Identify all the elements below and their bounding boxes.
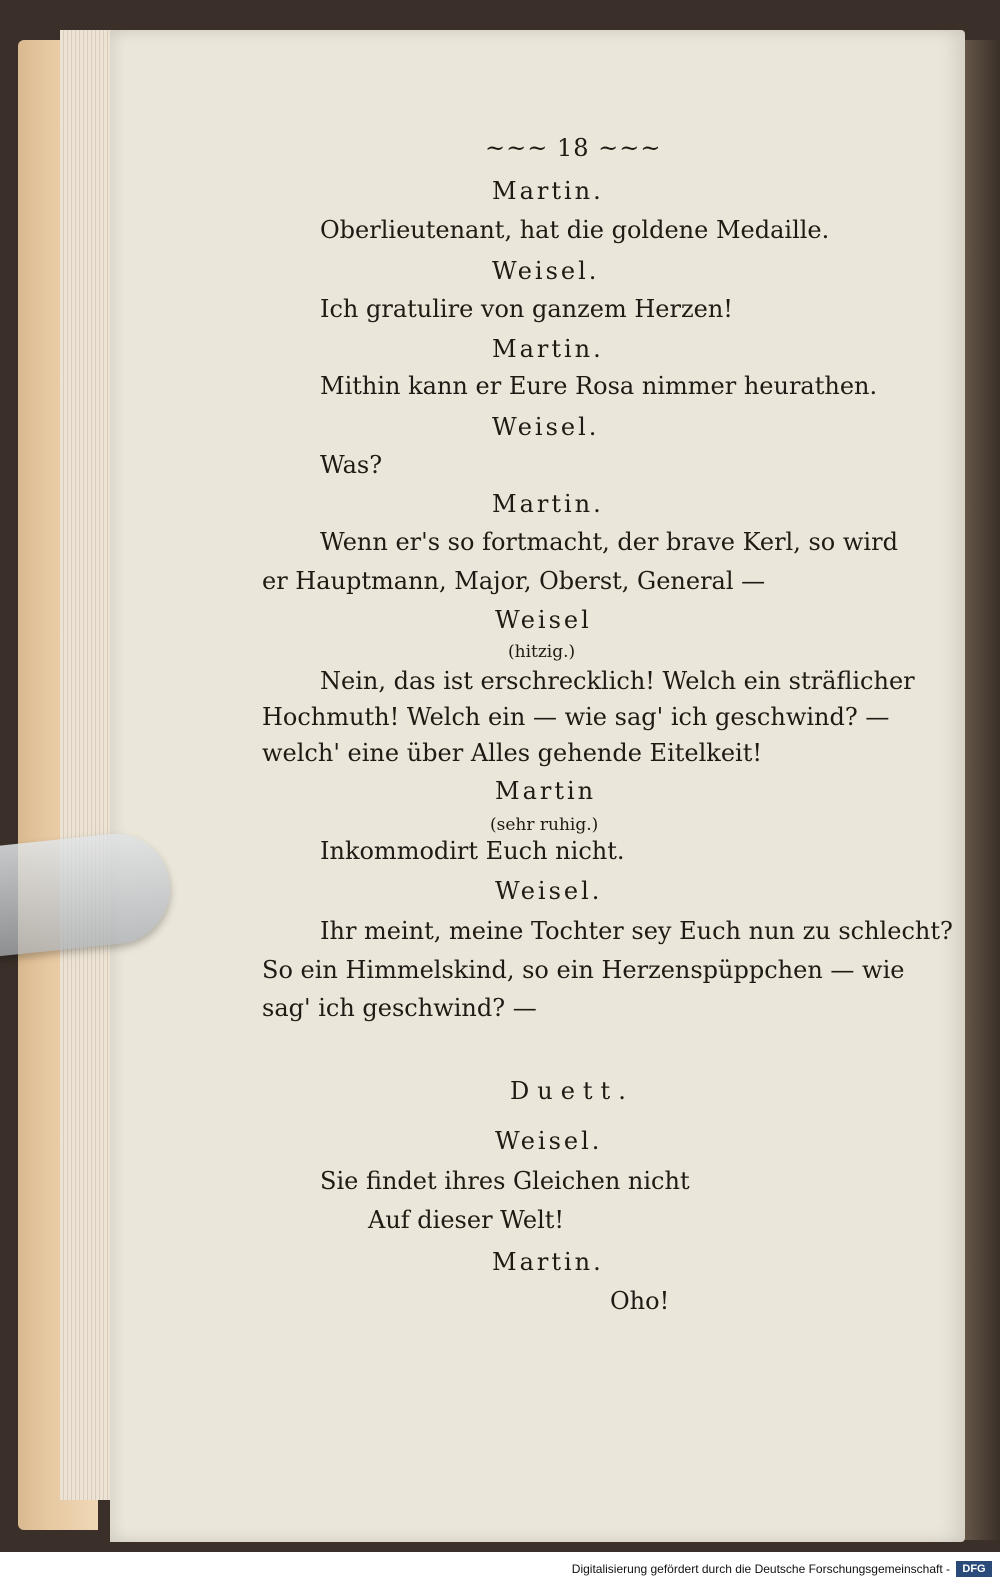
dialogue-line: Nein, das ist erschrecklich! Welch ein sträflicher xyxy=(320,667,915,695)
speaker-label: Weisel. xyxy=(495,877,603,905)
dialogue-line: Ihr meint, meine Tochter sey Euch nun zu schlecht? xyxy=(320,917,953,945)
book-page xyxy=(110,30,965,1542)
speaker-label: Weisel. xyxy=(492,257,600,285)
dialogue-line: welch' eine über Alles gehende Eitelkeit! xyxy=(262,739,762,767)
footer-bar xyxy=(0,1552,1000,1590)
dialogue-line: Oberlieutenant, hat die goldene Medaille. xyxy=(320,216,830,244)
speaker-label: Martin. xyxy=(492,177,604,205)
speaker-label: Weisel xyxy=(495,606,592,634)
section-heading: Duett. xyxy=(510,1077,634,1105)
page-stack-edge xyxy=(60,30,116,1500)
verse-line: Sie findet ihres Gleichen nicht xyxy=(320,1167,690,1195)
dialogue-line: sag' ich geschwind? — xyxy=(262,994,537,1022)
verse-line: Auf dieser Welt! xyxy=(368,1206,565,1234)
ornament-right: ~~~ xyxy=(598,134,662,162)
dialogue-line: Hochmuth! Welch ein — wie sag' ich geschwind? — xyxy=(262,703,890,731)
speaker-label: Martin. xyxy=(492,490,604,518)
page-number-line xyxy=(485,133,661,163)
speaker-label: Weisel. xyxy=(492,413,600,441)
dialogue-line: Was? xyxy=(320,451,383,479)
dialogue-line: Inkommodirt Euch nicht. xyxy=(320,837,625,865)
book-spine-shadow xyxy=(960,40,1000,1540)
dialogue-line: Wenn er's so fortmacht, der brave Kerl, so wird xyxy=(320,528,898,556)
page-number: 18 xyxy=(556,134,590,162)
ornament-left: ~~~ xyxy=(485,134,549,162)
speaker-label: Weisel. xyxy=(495,1127,603,1155)
dfg-logo-icon: DFG xyxy=(956,1561,992,1577)
dialogue-line: er Hauptmann, Major, Oberst, General — xyxy=(262,567,766,595)
footer-credit: Digitalisierung gefördert durch die Deutsche Forschungsgemeinschaft - xyxy=(571,1562,950,1576)
stage-direction: (hitzig.) xyxy=(508,642,576,662)
speaker-label: Martin. xyxy=(492,1248,604,1276)
dialogue-line: So ein Himmelskind, so ein Herzenspüppchen — wie xyxy=(262,956,905,984)
dialogue-line: Mithin kann er Eure Rosa nimmer heurathen. xyxy=(320,372,878,400)
dialogue-line: Ich gratulire von ganzem Herzen! xyxy=(320,295,733,323)
speaker-label: Martin. xyxy=(492,335,604,363)
verse-line: Oho! xyxy=(610,1287,670,1315)
speaker-label: Martin xyxy=(495,777,597,805)
stage-direction: (sehr ruhig.) xyxy=(490,815,599,835)
